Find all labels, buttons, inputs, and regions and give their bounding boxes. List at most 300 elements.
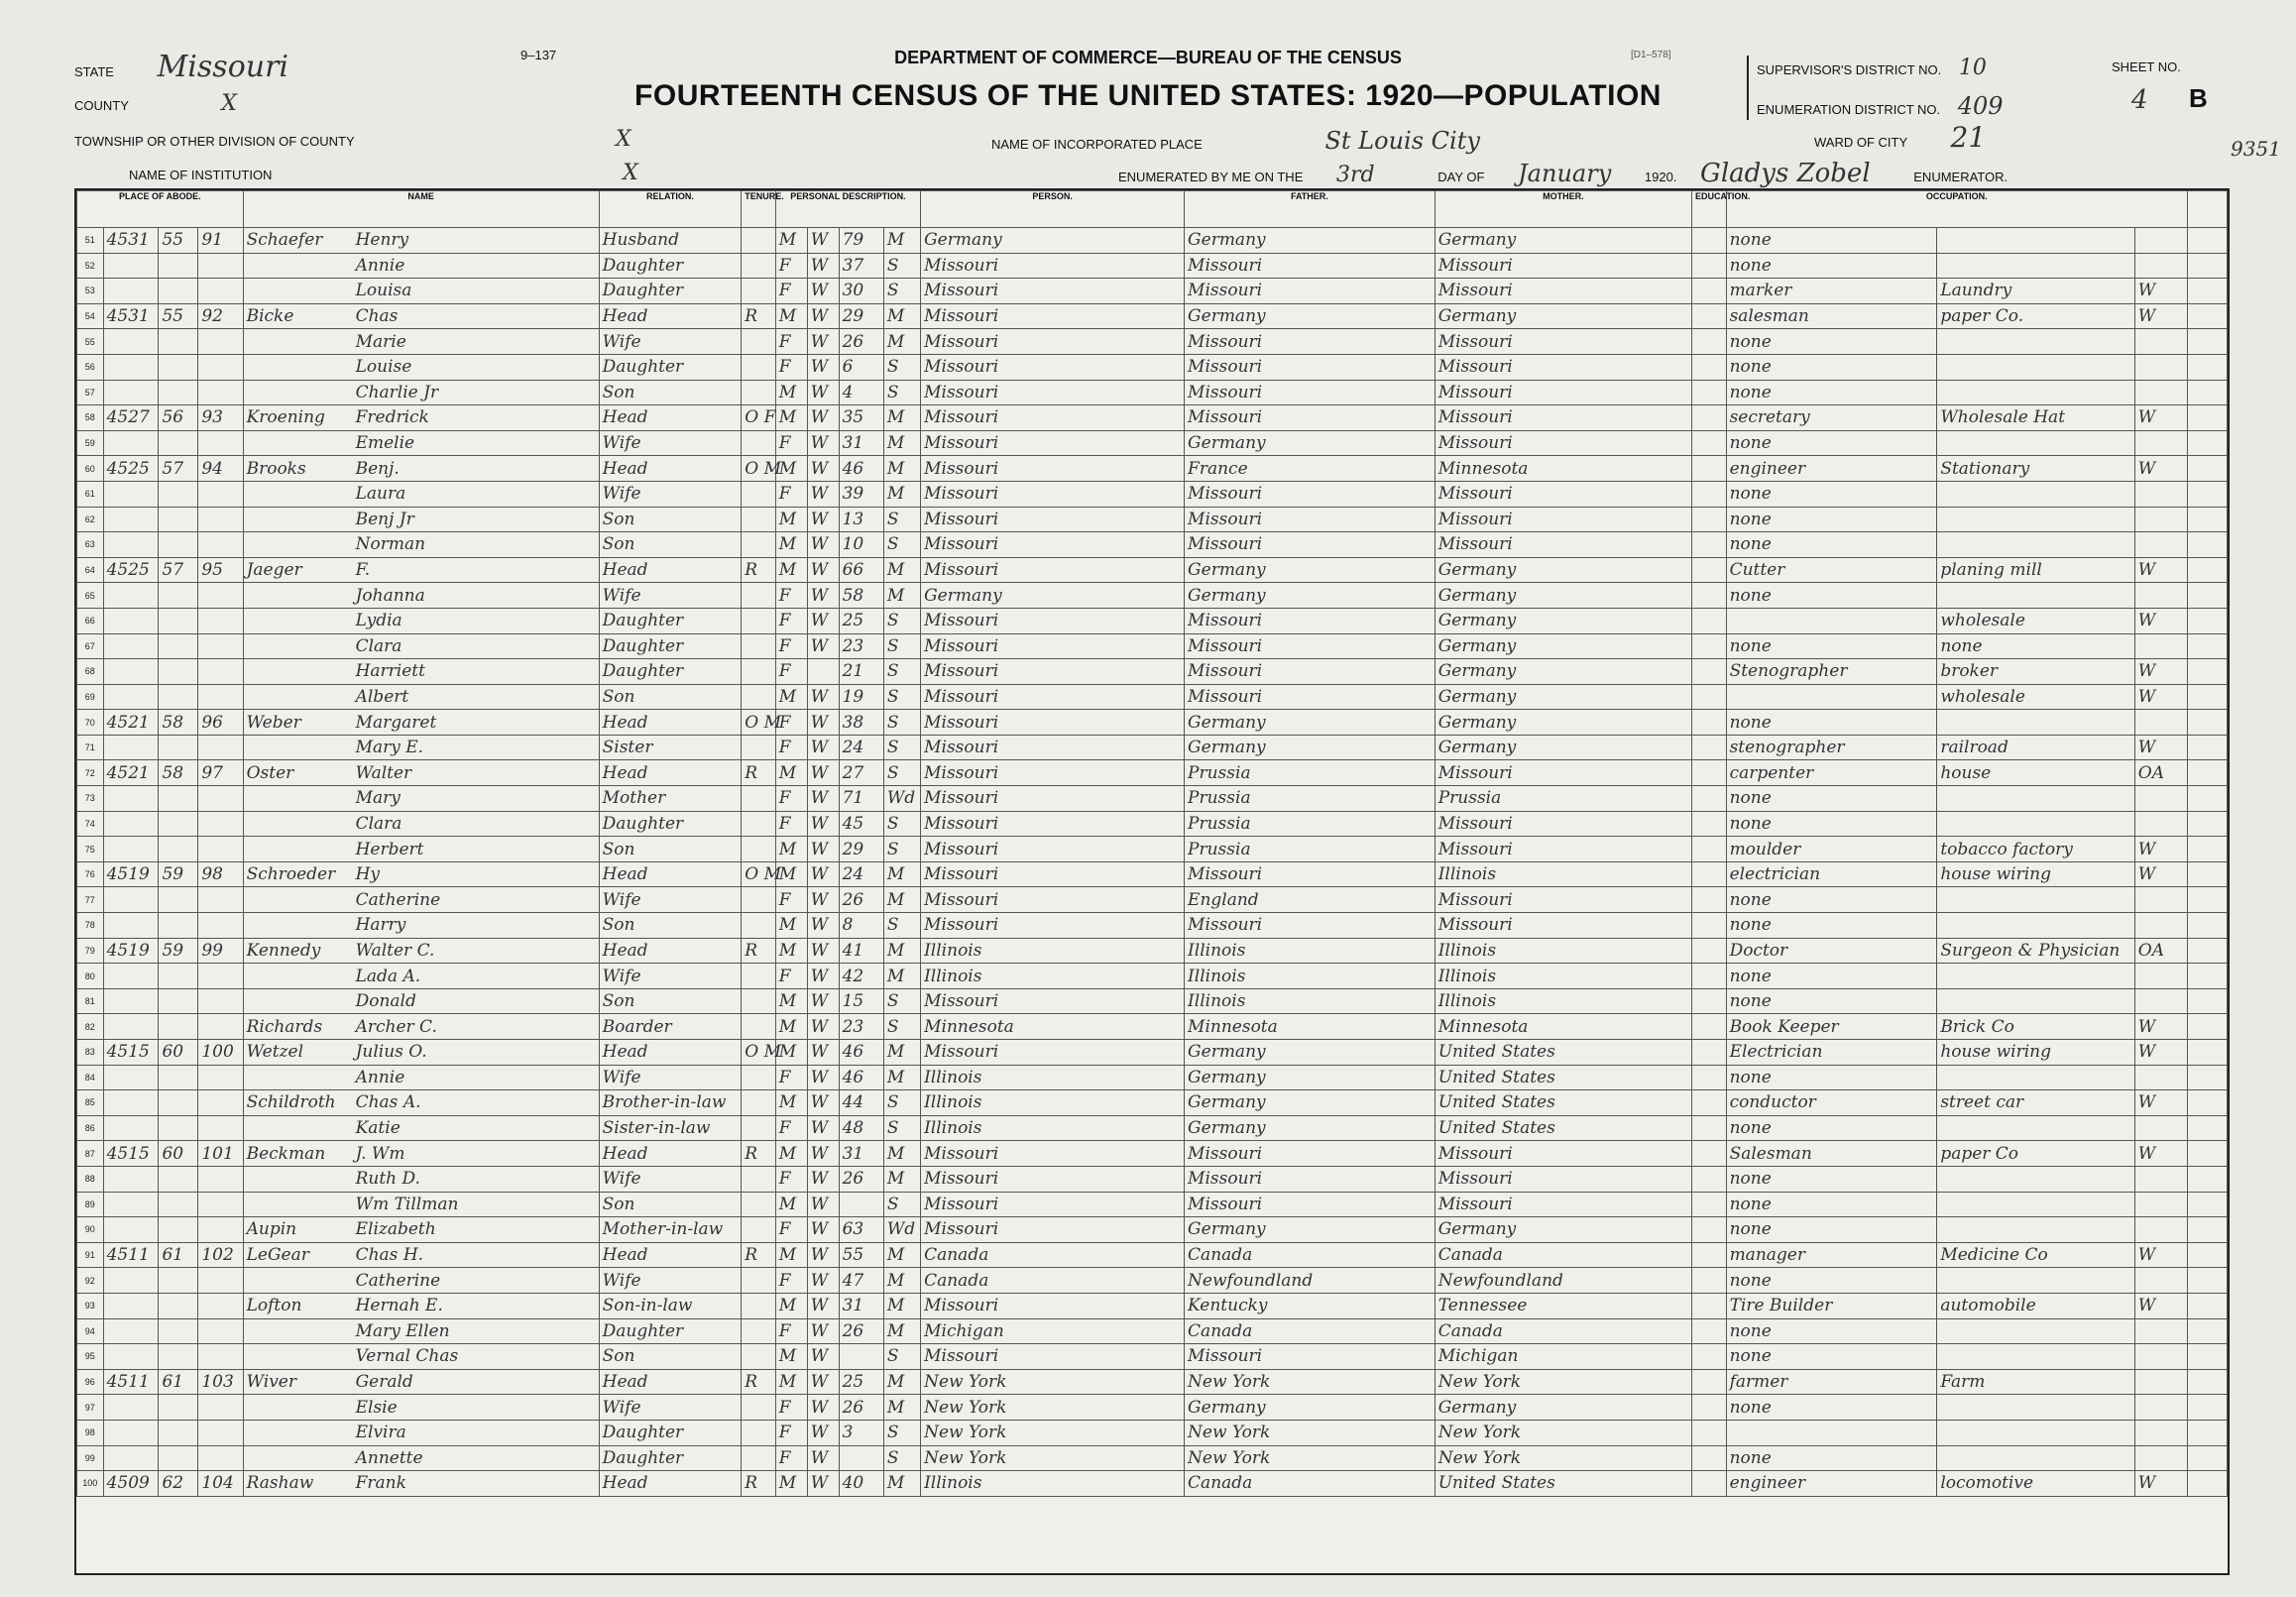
- table-row: [77, 608, 2228, 633]
- cell-ten: O M: [742, 861, 776, 887]
- cell-rel: Head: [599, 1242, 742, 1268]
- cell-race: W: [807, 430, 839, 456]
- cell-dw: 58: [159, 760, 198, 786]
- cell-ten: O M: [742, 456, 776, 482]
- table-row: [77, 253, 2228, 279]
- cell-name: [243, 1420, 599, 1445]
- cell-ind: [1937, 430, 2134, 456]
- cell-pob: Missouri: [921, 837, 1185, 862]
- cell-race: W: [807, 354, 839, 380]
- cell-house: 4515: [103, 1141, 159, 1167]
- cell-empty: [1692, 1395, 1727, 1421]
- cell-ind: [1937, 786, 2134, 812]
- given-name: Mary: [355, 788, 401, 809]
- cell-ms: M: [883, 1395, 920, 1421]
- cell-pob: New York: [921, 1369, 1185, 1395]
- cell-ms: S: [883, 710, 920, 736]
- col-tenure: TENURE.: [742, 191, 776, 228]
- cell-fam: 103: [198, 1369, 243, 1395]
- supervisor-value: 10: [1958, 56, 1987, 80]
- cell-ind: [1937, 913, 2134, 939]
- cell-rel: Wife: [599, 1395, 742, 1421]
- cell-rel: Head: [599, 861, 742, 887]
- cell-empty: [1692, 1014, 1727, 1040]
- enumerator-label: ENUMERATOR.: [1913, 170, 2009, 184]
- cell-empty: [2187, 329, 2227, 355]
- cell-sex: F: [775, 964, 807, 989]
- cell-empty: [2187, 913, 2227, 939]
- cell-ten: R: [742, 1141, 776, 1167]
- cell-age: 26: [839, 329, 883, 355]
- cell-name: [243, 557, 599, 583]
- cell-empty: [2187, 228, 2227, 254]
- cell-fpob: Prussia: [1185, 760, 1435, 786]
- cell-empty: [2187, 938, 2227, 964]
- sheet-number: 4: [2131, 85, 2148, 115]
- cell-pob: Missouri: [921, 735, 1185, 760]
- township-value: X: [616, 127, 631, 152]
- cell-house: [103, 507, 159, 532]
- cell-ms: S: [883, 1115, 920, 1141]
- cell-ten: [742, 354, 776, 380]
- cell-fam: [198, 1192, 243, 1217]
- cell-fpob: Minnesota: [1185, 1014, 1435, 1040]
- cell-fpob: Newfoundland: [1185, 1268, 1435, 1294]
- cell-ind: [1937, 481, 2134, 507]
- cell-dw: [159, 887, 198, 913]
- cell-ind: tobacco factory: [1937, 837, 2134, 862]
- cell-race: W: [807, 1344, 839, 1370]
- surname: Lofton: [246, 1296, 302, 1316]
- cell-house: 4515: [103, 1040, 159, 1066]
- table-row: [77, 710, 2228, 736]
- cell-dw: [159, 1293, 198, 1318]
- cell-line: 63: [77, 532, 104, 558]
- cell-trade: none: [1726, 507, 1937, 532]
- cell-name: [243, 279, 599, 304]
- cell-line: 55: [77, 329, 104, 355]
- cell-name: [243, 1192, 599, 1217]
- cell-name: [243, 811, 599, 837]
- cell-rel: Head: [599, 557, 742, 583]
- cell-race: W: [807, 507, 839, 532]
- cell-fpob: Kentucky: [1185, 1293, 1435, 1318]
- cell-name: [243, 532, 599, 558]
- cell-mpob: Illinois: [1435, 861, 1691, 887]
- cell-dw: 61: [159, 1369, 198, 1395]
- cell-empty: [1692, 1293, 1727, 1318]
- cell-sex: F: [775, 1217, 807, 1243]
- given-name: Chas A.: [355, 1092, 421, 1113]
- cell-cls: [2134, 1192, 2187, 1217]
- surname: Schroeder: [246, 864, 336, 885]
- cell-fam: [198, 1014, 243, 1040]
- census-grid: [76, 190, 2228, 1497]
- cell-ms: S: [883, 837, 920, 862]
- cell-empty: [1692, 329, 1727, 355]
- cell-fam: [198, 633, 243, 659]
- cell-sex: M: [775, 1293, 807, 1318]
- cell-fpob: England: [1185, 887, 1435, 913]
- cell-trade: none: [1726, 786, 1937, 812]
- cell-race: W: [807, 684, 839, 710]
- cell-cls: W: [2134, 1141, 2187, 1167]
- table-row: [77, 1014, 2228, 1040]
- surname: Wetzel: [246, 1042, 304, 1063]
- cell-empty: [1692, 405, 1727, 431]
- cell-ind: [1937, 253, 2134, 279]
- cell-empty: [1692, 1445, 1727, 1471]
- cell-dw: [159, 1065, 198, 1090]
- cell-dw: [159, 837, 198, 862]
- cell-line: 57: [77, 380, 104, 405]
- cell-name: [243, 430, 599, 456]
- cell-cls: [2134, 1445, 2187, 1471]
- cell-ten: [742, 608, 776, 633]
- cell-age: 47: [839, 1268, 883, 1294]
- cell-fam: [198, 811, 243, 837]
- cell-pob: Missouri: [921, 659, 1185, 685]
- cell-race: W: [807, 279, 839, 304]
- given-name: Margaret: [355, 712, 437, 733]
- cell-cls: [2134, 532, 2187, 558]
- ward-label: WARD OF CITY: [1814, 135, 1907, 150]
- cell-fpob: Prussia: [1185, 786, 1435, 812]
- cell-age: 27: [839, 760, 883, 786]
- table-row: [77, 1115, 2228, 1141]
- supervisor-label: SUPERVISOR'S DISTRICT NO.: [1757, 62, 1942, 77]
- cell-age: 31: [839, 430, 883, 456]
- cell-fpob: Canada: [1185, 1318, 1435, 1344]
- cell-house: 4521: [103, 710, 159, 736]
- cell-ind: [1937, 887, 2134, 913]
- cell-mpob: Missouri: [1435, 532, 1691, 558]
- cell-trade: Cutter: [1726, 557, 1937, 583]
- cell-race: W: [807, 760, 839, 786]
- cell-race: W: [807, 988, 839, 1014]
- institution-value: X: [623, 161, 638, 185]
- cell-empty: [1692, 811, 1727, 837]
- cell-empty: [1692, 583, 1727, 609]
- cell-dw: 59: [159, 938, 198, 964]
- enum-district-value: 409: [1957, 92, 2004, 120]
- cell-ms: M: [883, 887, 920, 913]
- cell-dw: [159, 1115, 198, 1141]
- cell-fam: [198, 354, 243, 380]
- cell-sex: F: [775, 1395, 807, 1421]
- cell-mpob: Missouri: [1435, 837, 1691, 862]
- cell-trade: none: [1726, 1115, 1937, 1141]
- cell-empty: [2187, 1141, 2227, 1167]
- cell-house: [103, 1090, 159, 1116]
- cell-name: [243, 1014, 599, 1040]
- cell-empty: [1692, 964, 1727, 989]
- cell-empty: [2187, 1293, 2227, 1318]
- cell-empty: [1692, 1268, 1727, 1294]
- cell-cls: [2134, 988, 2187, 1014]
- cell-empty: [2187, 303, 2227, 329]
- cell-pob: Missouri: [921, 684, 1185, 710]
- table-row: [77, 228, 2228, 254]
- cell-ms: M: [883, 1318, 920, 1344]
- cell-age: 8: [839, 913, 883, 939]
- enum-district-field: [1757, 92, 2004, 120]
- cell-sex: F: [775, 481, 807, 507]
- cell-age: 30: [839, 279, 883, 304]
- cell-age: 37: [839, 253, 883, 279]
- given-name: F.: [355, 560, 371, 581]
- cell-name: [243, 1115, 599, 1141]
- cell-dw: [159, 507, 198, 532]
- cell-empty: [2187, 1014, 2227, 1040]
- given-name: Elizabeth: [355, 1219, 436, 1240]
- col-abode: PLACE OF ABODE.: [77, 191, 244, 228]
- given-name: Albert: [355, 686, 409, 707]
- cell-pob: Missouri: [921, 557, 1185, 583]
- cell-rel: Daughter: [599, 1445, 742, 1471]
- cell-fpob: Missouri: [1185, 532, 1435, 558]
- cell-empty: [1692, 303, 1727, 329]
- cell-age: 3: [839, 1420, 883, 1445]
- cell-house: [103, 988, 159, 1014]
- cell-fam: 95: [198, 557, 243, 583]
- county-label: COUNTY: [74, 98, 129, 113]
- cell-ind: [1937, 1217, 2134, 1243]
- cell-race: W: [807, 532, 839, 558]
- cell-cls: W: [2134, 279, 2187, 304]
- cell-fpob: Germany: [1185, 557, 1435, 583]
- cell-name: [243, 988, 599, 1014]
- cell-fpob: Germany: [1185, 430, 1435, 456]
- cell-empty: [2187, 1040, 2227, 1066]
- cell-house: [103, 1217, 159, 1243]
- cell-name: [243, 405, 599, 431]
- cell-mpob: Germany: [1435, 228, 1691, 254]
- cell-ind: Farm: [1937, 1369, 2134, 1395]
- cell-pob: Missouri: [921, 887, 1185, 913]
- cell-age: 26: [839, 1395, 883, 1421]
- cell-ten: R: [742, 1242, 776, 1268]
- cell-trade: none: [1726, 1445, 1937, 1471]
- cell-ind: paper Co.: [1937, 303, 2134, 329]
- township-field: [74, 127, 631, 152]
- cell-ms: S: [883, 507, 920, 532]
- cell-race: W: [807, 1471, 839, 1497]
- cell-rel: Son: [599, 684, 742, 710]
- cell-sex: M: [775, 507, 807, 532]
- cell-sex: F: [775, 253, 807, 279]
- cell-fam: [198, 988, 243, 1014]
- given-name: Marie: [355, 331, 406, 352]
- cell-pob: Missouri: [921, 329, 1185, 355]
- cell-fam: 97: [198, 760, 243, 786]
- cell-ind: Laundry: [1937, 279, 2134, 304]
- cell-age: [839, 1344, 883, 1370]
- cell-ind: [1937, 380, 2134, 405]
- cell-sex: F: [775, 279, 807, 304]
- cell-ms: S: [883, 1090, 920, 1116]
- cell-sex: F: [775, 430, 807, 456]
- cell-house: 4519: [103, 861, 159, 887]
- cell-fam: [198, 1065, 243, 1090]
- cell-house: [103, 1293, 159, 1318]
- cell-sex: F: [775, 659, 807, 685]
- cell-name: [243, 887, 599, 913]
- cell-ind: house: [1937, 760, 2134, 786]
- cell-sex: M: [775, 1040, 807, 1066]
- surname: Jaeger: [246, 560, 302, 581]
- cell-rel: Daughter: [599, 633, 742, 659]
- cell-cls: OA: [2134, 760, 2187, 786]
- cell-line: 69: [77, 684, 104, 710]
- cell-house: [103, 735, 159, 760]
- cell-sex: M: [775, 1141, 807, 1167]
- cell-dw: [159, 481, 198, 507]
- cell-ind: planing mill: [1937, 557, 2134, 583]
- cell-ms: S: [883, 811, 920, 837]
- cell-rel: Son: [599, 532, 742, 558]
- cell-ind: broker: [1937, 659, 2134, 685]
- cell-house: [103, 1395, 159, 1421]
- cell-fam: 104: [198, 1471, 243, 1497]
- cell-empty: [2187, 1268, 2227, 1294]
- cell-sex: F: [775, 786, 807, 812]
- cell-line: 92: [77, 1268, 104, 1294]
- cell-ten: [742, 1344, 776, 1370]
- cell-fpob: Germany: [1185, 583, 1435, 609]
- cell-rel: Son: [599, 988, 742, 1014]
- table-row: [77, 507, 2228, 532]
- cell-pob: Michigan: [921, 1318, 1185, 1344]
- cell-fpob: Missouri: [1185, 633, 1435, 659]
- cell-cls: [2134, 507, 2187, 532]
- cell-race: W: [807, 1192, 839, 1217]
- cell-cls: [2134, 380, 2187, 405]
- cell-cls: W: [2134, 608, 2187, 633]
- cell-empty: [2187, 811, 2227, 837]
- form-ref: [D1–578]: [1631, 50, 1671, 60]
- cell-ind: [1937, 1318, 2134, 1344]
- col-relation: RELATION.: [599, 191, 742, 228]
- cell-house: [103, 1344, 159, 1370]
- cell-rel: Mother-in-law: [599, 1217, 742, 1243]
- cell-ind: [1937, 988, 2134, 1014]
- cell-line: 95: [77, 1344, 104, 1370]
- cell-line: 64: [77, 557, 104, 583]
- cell-fpob: Germany: [1185, 228, 1435, 254]
- cell-ms: M: [883, 228, 920, 254]
- cell-fam: [198, 1115, 243, 1141]
- cell-pob: Germany: [921, 228, 1185, 254]
- cell-mpob: New York: [1435, 1420, 1691, 1445]
- cell-pob: Illinois: [921, 964, 1185, 989]
- cell-ten: [742, 988, 776, 1014]
- cell-mpob: Germany: [1435, 1395, 1691, 1421]
- cell-cls: [2134, 1395, 2187, 1421]
- cell-fpob: New York: [1185, 1369, 1435, 1395]
- margin-note: 9351: [2231, 137, 2281, 161]
- cell-pob: Missouri: [921, 988, 1185, 1014]
- cell-line: 70: [77, 710, 104, 736]
- table-row: [77, 532, 2228, 558]
- cell-empty: [2187, 456, 2227, 482]
- state-label: STATE: [74, 64, 114, 79]
- cell-dw: [159, 253, 198, 279]
- cell-line: 51: [77, 228, 104, 254]
- cell-mpob: Missouri: [1435, 405, 1691, 431]
- cell-cls: [2134, 253, 2187, 279]
- cell-dw: [159, 1344, 198, 1370]
- cell-house: [103, 1318, 159, 1344]
- given-name: Norman: [355, 534, 426, 555]
- cell-rel: Son: [599, 380, 742, 405]
- cell-trade: none: [1726, 1318, 1937, 1344]
- cell-sex: F: [775, 354, 807, 380]
- cell-name: [243, 329, 599, 355]
- cell-fam: [198, 1166, 243, 1192]
- cell-name: [243, 1040, 599, 1066]
- cell-empty: [1692, 861, 1727, 887]
- cell-ms: S: [883, 760, 920, 786]
- given-name: Clara: [355, 813, 402, 834]
- cell-empty: [2187, 633, 2227, 659]
- table-row: [77, 1369, 2228, 1395]
- cell-mpob: Tennessee: [1435, 1293, 1691, 1318]
- cell-fpob: Illinois: [1185, 964, 1435, 989]
- cell-house: [103, 380, 159, 405]
- cell-fam: 99: [198, 938, 243, 964]
- given-name: Elsie: [355, 1397, 398, 1418]
- county-value: X: [221, 91, 237, 116]
- cell-trade: none: [1726, 228, 1937, 254]
- cell-empty: [2187, 532, 2227, 558]
- cell-pob: Illinois: [921, 1090, 1185, 1116]
- cell-cls: [2134, 430, 2187, 456]
- cell-ten: [742, 583, 776, 609]
- cell-age: 24: [839, 861, 883, 887]
- cell-age: 79: [839, 228, 883, 254]
- cell-fam: [198, 684, 243, 710]
- cell-ind: [1937, 329, 2134, 355]
- table-row: [77, 964, 2228, 989]
- cell-cls: [2134, 1344, 2187, 1370]
- cell-empty: [2187, 1166, 2227, 1192]
- cell-line: 78: [77, 913, 104, 939]
- cell-sex: F: [775, 1065, 807, 1090]
- col-extra: [2187, 191, 2227, 228]
- cell-trade: none: [1726, 964, 1937, 989]
- table-row: [77, 430, 2228, 456]
- census-table: [74, 188, 2230, 1575]
- cell-house: [103, 786, 159, 812]
- cell-empty: [1692, 1090, 1727, 1116]
- cell-line: 80: [77, 964, 104, 989]
- cell-ten: [742, 1395, 776, 1421]
- table-row: [77, 1040, 2228, 1066]
- cell-empty: [1692, 913, 1727, 939]
- cell-pob: Missouri: [921, 380, 1185, 405]
- cell-race: W: [807, 1166, 839, 1192]
- cell-ind: Surgeon & Physician: [1937, 938, 2134, 964]
- cell-sex: M: [775, 1471, 807, 1497]
- cell-trade: none: [1726, 988, 1937, 1014]
- cell-fam: [198, 583, 243, 609]
- given-name: Herbert: [355, 839, 424, 859]
- table-row: [77, 786, 2228, 812]
- cell-fpob: Missouri: [1185, 1344, 1435, 1370]
- cell-age: 31: [839, 1293, 883, 1318]
- cell-line: 61: [77, 481, 104, 507]
